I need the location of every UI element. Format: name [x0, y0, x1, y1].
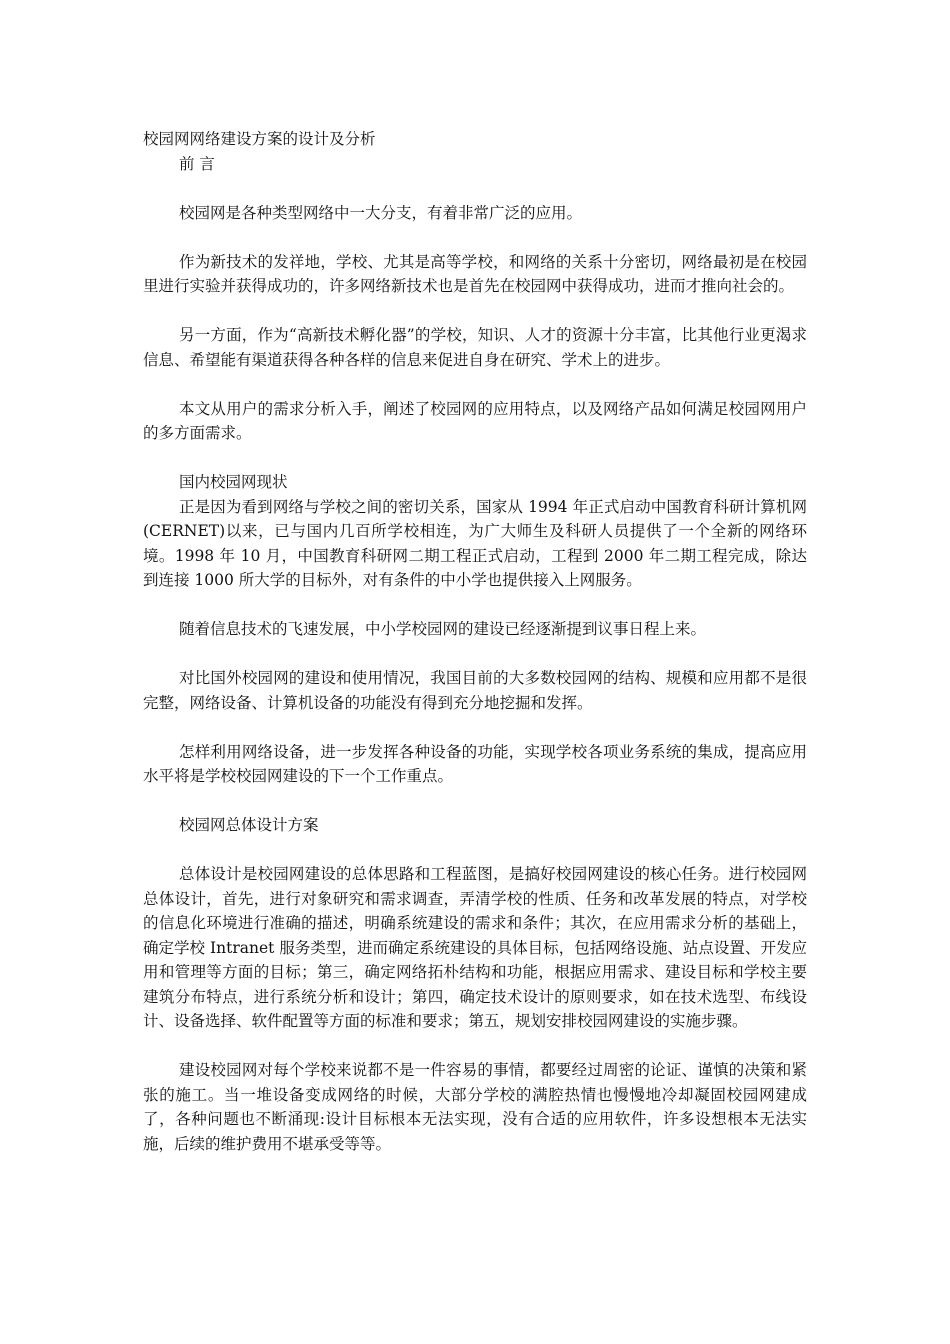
paragraph: 正是因为看到网络与学校之间的密切关系，国家从 1994 年正式启动中国教育科研计算机网(CERNET)以来，已与国内几百所学校相连，为广大师生及科研人员提供了一个全新的网络环境。1998 年 10 月，中国教育科研网二期工程正式启动，工程到 2000 年二期工程完成，除达到连接 1000 所大学的目标外，对有条件的中小学也提供接入上网服务。: [143, 497, 807, 589]
spacer: [143, 838, 807, 863]
paragraph: 总体设计是校园网建设的总体思路和工程蓝图，是搞好校园网建设的核心任务。进行校园网总体设计，首先，进行对象研究和需求调查，弄清学校的性质、任务和改革发展的特点，对学校的信息化环境进行准确的描述，明确系统建设的需求和条件；其次，在应用需求分析的基础上，确定学校 Intranet 服务类型，进而确定系统建设的具体目标，包括网络设施、站点设置、开发应用和管理等方面的目标；第三，确定网络拓朴结构和功能，根据应用需求、建设目标和学校主要建筑分布特点，进行系统分析和设计；第四，确定技术设计的原则要求，如在技术选型、布线设计、设备选择、软件配置等方面的标准和要求；第五，规划安排校园网建设的实施步骤。: [143, 865, 807, 1030]
spacer: [143, 789, 807, 814]
paragraph: 建设校园网对每个学校来说都不是一件容易的事情，都要经过周密的论证、谨慎的决策和紧张的施工。当一堆设备变成网络的时候，大部分学校的满腔热情也慢慢地冷却凝固校园网建成了，各种问题也不断涌现:设计目标根本无法实现，没有合适的应用软件，许多设想根本无法实施，后续的维护费用不堪承受等等。: [143, 1061, 807, 1153]
spacer: [143, 299, 807, 324]
paragraph: 校园网是各种类型网络中一大分支，有着非常广泛的应用。: [179, 203, 583, 222]
spacer: [143, 1034, 807, 1059]
paragraph: 作为新技术的发祥地，学校、尤其是高等学校，和网络的关系十分密切，网络最初是在校园里进行实验并获得成功的，许多网络新技术也是首先在校园网中获得成功，进而才推向社会的。: [143, 252, 807, 295]
spacer: [143, 715, 807, 740]
paragraph: 本文从用户的需求分析入手，阐述了校园网的应用特点，以及网络产品如何满足校园网用户的多方面需求。: [143, 399, 807, 442]
section-heading-overall-design: 校园网总体设计方案: [179, 816, 319, 834]
spacer: [143, 176, 807, 201]
preface-heading: 前 言: [179, 154, 215, 173]
paragraph: 对比国外校园网的建设和使用情况，我国目前的大多数校园网的结构、规模和应用都不是很完整，网络设备、计算机设备的功能没有得到充分地挖掘和发挥。: [143, 669, 807, 712]
document-page: [143, 127, 807, 1156]
spacer: [143, 225, 807, 250]
spacer: [143, 372, 807, 397]
paragraph: 怎样利用网络设备，进一步发挥各种设备的功能，实现学校各项业务系统的集成，提高应用水平将是学校校园网建设的下一个工作重点。: [143, 742, 807, 785]
spacer: [143, 446, 807, 471]
spacer: [143, 593, 807, 618]
document-title: 校园网网络建设方案的设计及分析: [143, 130, 376, 148]
paragraph: 另一方面，作为“高新技术孵化器”的学校，知识、人才的资源十分丰富，比其他行业更渴求信息、希望能有渠道获得各种各样的信息来促进自身在研究、学术上的进步。: [143, 326, 807, 369]
spacer: [143, 642, 807, 667]
paragraph: 随着信息技术的飞速发展，中小学校园网的建设已经逐渐提到议事日程上来。: [179, 620, 707, 638]
section-heading-domestic-status: 国内校园网现状: [179, 473, 288, 491]
